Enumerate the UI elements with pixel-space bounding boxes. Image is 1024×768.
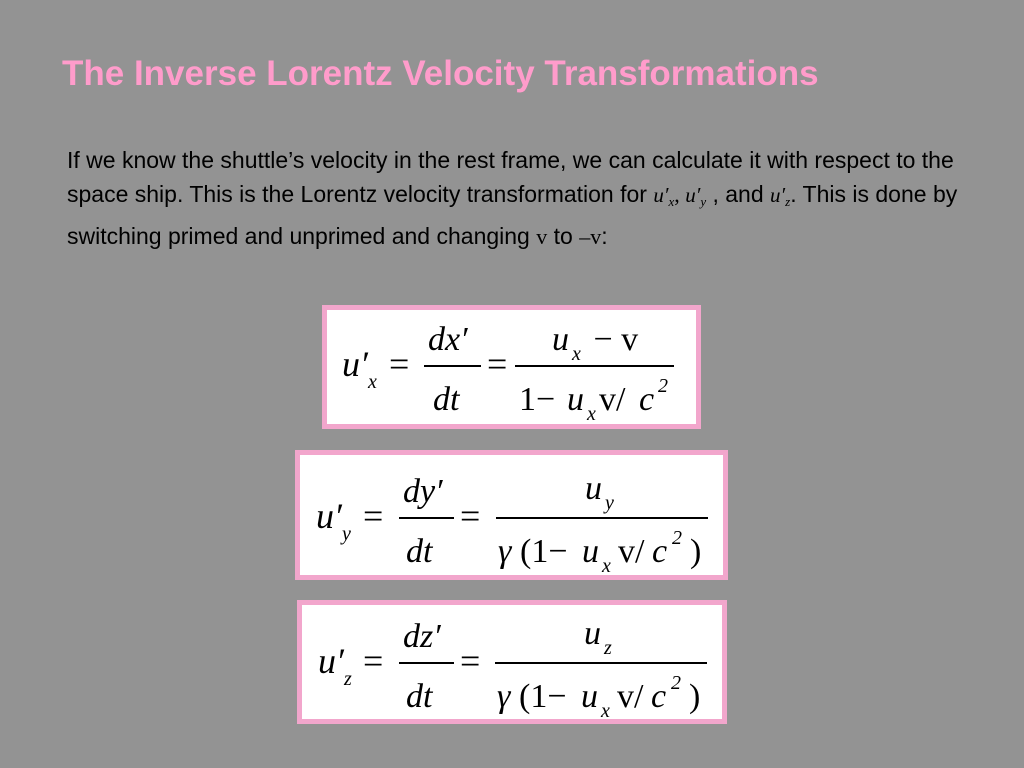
lhs-subscript: z	[344, 668, 352, 690]
slide-title: The Inverse Lorentz Velocity Transformations	[62, 54, 819, 93]
numerator-ux-minus-v	[552, 321, 638, 365]
equation-box-ux	[322, 305, 701, 429]
lhs-u-prime: u′	[316, 496, 342, 536]
fraction-denominator-dt: dt	[406, 678, 433, 715]
symbol-u-prime: u′	[770, 183, 786, 207]
fraction-numerator-dx-prime: dx′	[428, 321, 468, 358]
fraction-bar	[399, 662, 454, 664]
symbol-uz-prime	[770, 183, 790, 207]
denominator-v-slash: v/	[618, 533, 645, 570]
fraction-bar	[424, 365, 481, 367]
denominator-c: c	[652, 533, 668, 570]
denominator	[519, 375, 668, 424]
numerator-u: u	[585, 470, 602, 507]
paragraph-text: :	[601, 223, 608, 249]
denominator-exponent: 2	[671, 672, 681, 694]
fraction-bar	[495, 662, 707, 664]
denominator-u-subscript: x	[601, 700, 610, 719]
symbol-uy-prime	[685, 183, 706, 207]
separator: , and	[706, 181, 771, 207]
symbol-minus-v: –v	[579, 224, 602, 249]
equation-box-uy	[295, 450, 728, 580]
fraction-denominator-dt: dt	[433, 381, 460, 418]
lhs-subscript: y	[342, 523, 351, 545]
denominator	[498, 527, 701, 575]
fraction-bar	[515, 365, 674, 367]
denominator-exponent: 2	[672, 527, 682, 549]
denominator-open-one-minus: (1−	[519, 678, 567, 715]
numerator-uz	[584, 615, 612, 659]
denominator-open-one-minus: (1−	[520, 533, 568, 570]
symbol-ux-prime	[653, 183, 674, 207]
denominator-u-subscript: x	[587, 403, 596, 424]
fraction-bar	[399, 517, 454, 519]
equation-uz	[302, 605, 722, 719]
numerator-u: u	[552, 321, 569, 358]
symbol-v: v	[536, 224, 548, 249]
denominator-v-slash: v/	[599, 381, 626, 418]
lhs-u-prime: u′	[318, 641, 344, 681]
denominator-u: u	[582, 533, 599, 570]
subscript-z: z	[785, 194, 791, 209]
equation-box-uz	[297, 600, 727, 724]
equals-sign: =	[363, 496, 384, 536]
denominator-close-paren: )	[689, 678, 701, 715]
denominator-u: u	[581, 678, 598, 715]
separator: ,	[674, 182, 686, 207]
denominator-c: c	[639, 381, 655, 418]
denominator	[497, 672, 700, 719]
denominator-u-subscript: x	[602, 555, 611, 575]
gamma-symbol: γ	[497, 678, 511, 715]
equals-sign: =	[389, 344, 410, 384]
fraction-numerator-dz-prime: dz′	[403, 618, 441, 655]
paragraph-text: If we know the shuttle’s velocity in the rest frame, we can calculate it with respect to the space ship. This is the Lorentz velocity transformation for	[67, 147, 954, 207]
body-paragraph	[67, 143, 967, 254]
symbol-u-prime: u′	[685, 183, 701, 207]
fraction-denominator-dt: dt	[406, 533, 433, 570]
equals-sign: =	[363, 641, 384, 681]
lhs-u-prime: u′	[342, 344, 368, 384]
numerator-subscript: y	[605, 492, 614, 514]
fraction-numerator-dy-prime: dy′	[403, 473, 443, 510]
numerator-uy	[585, 470, 614, 514]
numerator-u: u	[584, 615, 601, 652]
denominator-u: u	[567, 381, 584, 418]
denominator-c: c	[651, 678, 667, 715]
equation-uy	[300, 455, 723, 575]
denominator-v-slash: v/	[617, 678, 644, 715]
fraction-bar	[496, 517, 708, 519]
denominator-close-paren: )	[690, 533, 702, 570]
denominator-one-minus: 1−	[519, 381, 556, 418]
subscript-y: y	[700, 194, 707, 209]
paragraph-text: to	[547, 223, 580, 249]
subscript-x: x	[668, 194, 675, 209]
equals-sign: =	[460, 496, 481, 536]
denominator-exponent: 2	[658, 375, 668, 397]
paragraph-text: . This is done by switching primed and unprimed and changing	[67, 181, 958, 249]
numerator-subscript: z	[604, 637, 612, 659]
equals-sign: =	[460, 641, 481, 681]
gamma-symbol: γ	[498, 533, 512, 570]
symbol-u-prime: u′	[653, 183, 669, 207]
numerator-subscript: x	[572, 343, 581, 365]
equals-sign: =	[487, 344, 508, 384]
numerator-minus-v: − v	[585, 321, 639, 358]
equation-ux	[327, 310, 696, 424]
lhs-subscript: x	[368, 371, 377, 393]
